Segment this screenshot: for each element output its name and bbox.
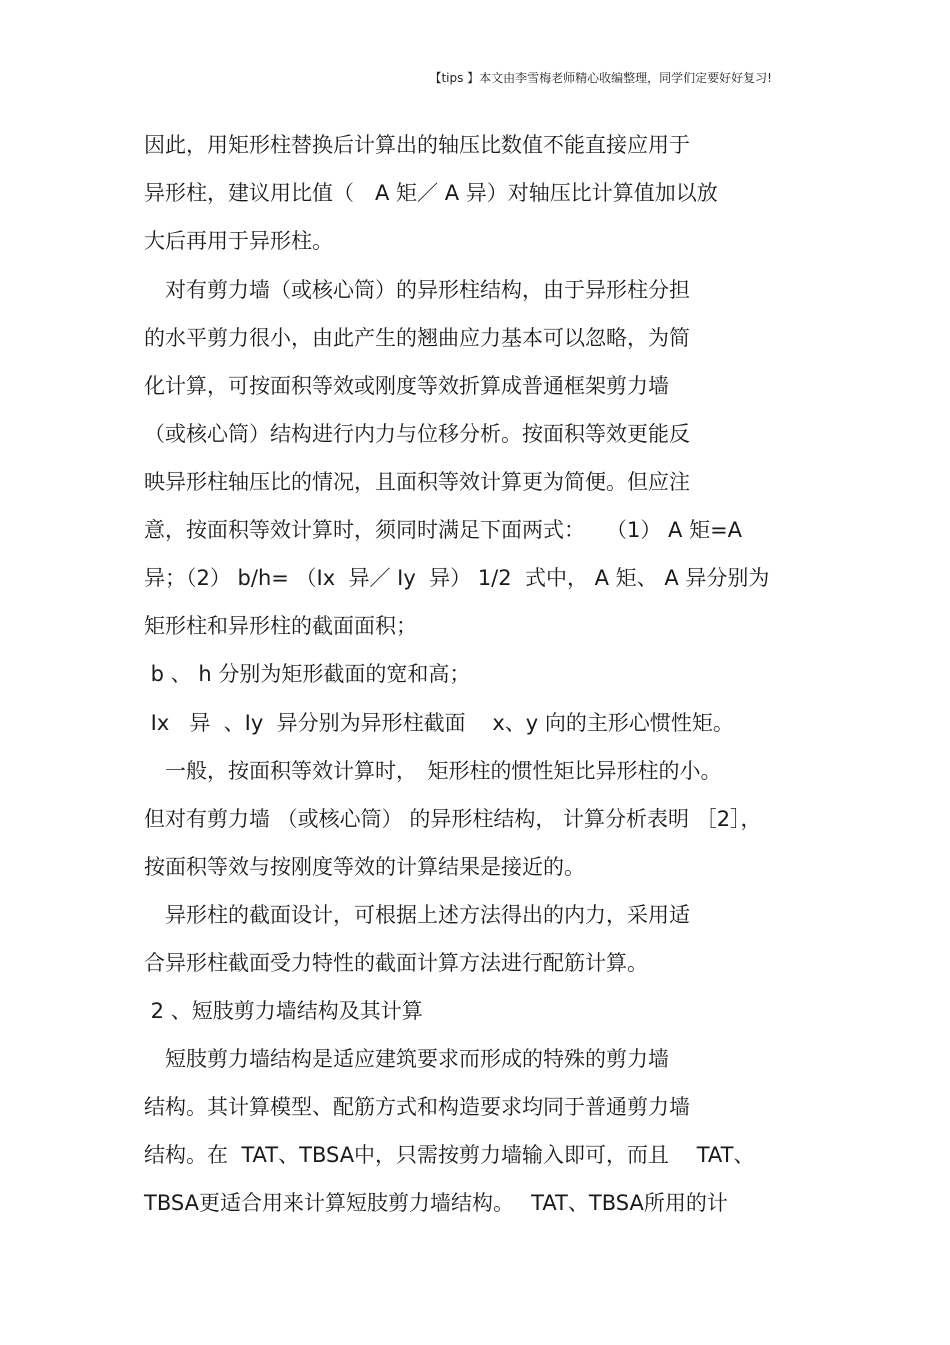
text-line-23: TBSA更适合用来计算短肢剪力墙结构。 TAT、TBSA所用的计	[144, 1191, 728, 1215]
text-line-13: Ix 异 、Iy 异分别为异形柱截面 x、y 向的主形心惯性矩。	[144, 711, 734, 735]
text-line-18: 合异形柱截面受力特性的截面计算方法进行配筋计算。	[144, 951, 648, 975]
text-line-14: 一般，按面积等效计算时， 矩形柱的惯性矩比异形柱的小。	[144, 759, 722, 783]
text-line-21: 结构。其计算模型、配筋方式和构造要求均同于普通剪力墙	[144, 1095, 690, 1119]
text-line-10: 异；（2） b/h= （Ix 异／ Iy 异） 1/2 式中， A 矩、 A 异分别为	[144, 566, 770, 590]
text-line-7: （或核心筒）结构进行内力与位移分析。按面积等效更能反	[144, 422, 690, 446]
text-line-4: 对有剪力墙（或核心筒）的异形柱结构，由于异形柱分担	[144, 278, 690, 302]
section-heading: 2 、短肢剪力墙结构及其计算	[144, 999, 423, 1023]
text-line-11: 矩形柱和异形柱的截面面积；	[144, 614, 417, 638]
text-line-20: 短肢剪力墙结构是适应建筑要求而形成的特殊的剪力墙	[144, 1047, 669, 1071]
text-line-16: 按面积等效与按刚度等效的计算结果是接近的。	[144, 855, 585, 879]
text-line-12: b 、 h 分别为矩形截面的宽和高；	[144, 662, 471, 686]
text-line-1: 因此，用矩形柱替换后计算出的轴压比数值不能直接应用于	[144, 133, 690, 157]
text-line-22: 结构。在 TAT、TBSA中，只需按剪力墙输入即可，而且 TAT、	[144, 1143, 755, 1167]
text-line-6: 化计算，可按面积等效或刚度等效折算成普通框架剪力墙	[144, 374, 669, 398]
header-tips: 【tips 】本文由李雪梅老师精心收编整理，同学们定要好好复习!	[429, 71, 772, 85]
text-line-5: 的水平剪力很小，由此产生的翘曲应力基本可以忽略，为简	[144, 326, 690, 350]
text-line-2: 异形柱，建议用比值（ A 矩／ A 异）对轴压比计算值加以放	[144, 181, 718, 205]
text-line-8: 映异形柱轴压比的情况，且面积等效计算更为简便。但应注	[144, 470, 690, 494]
text-line-15: 但对有剪力墙 （或核心筒） 的异形柱结构， 计算分析表明 ［2］，	[144, 807, 762, 831]
text-line-3: 大后再用于异形柱。	[144, 229, 333, 253]
text-line-9: 意，按面积等效计算时，须同时满足下面两式： （1） A 矩=A	[144, 518, 743, 542]
text-line-17: 异形柱的截面设计，可根据上述方法得出的内力，采用适	[144, 903, 690, 927]
